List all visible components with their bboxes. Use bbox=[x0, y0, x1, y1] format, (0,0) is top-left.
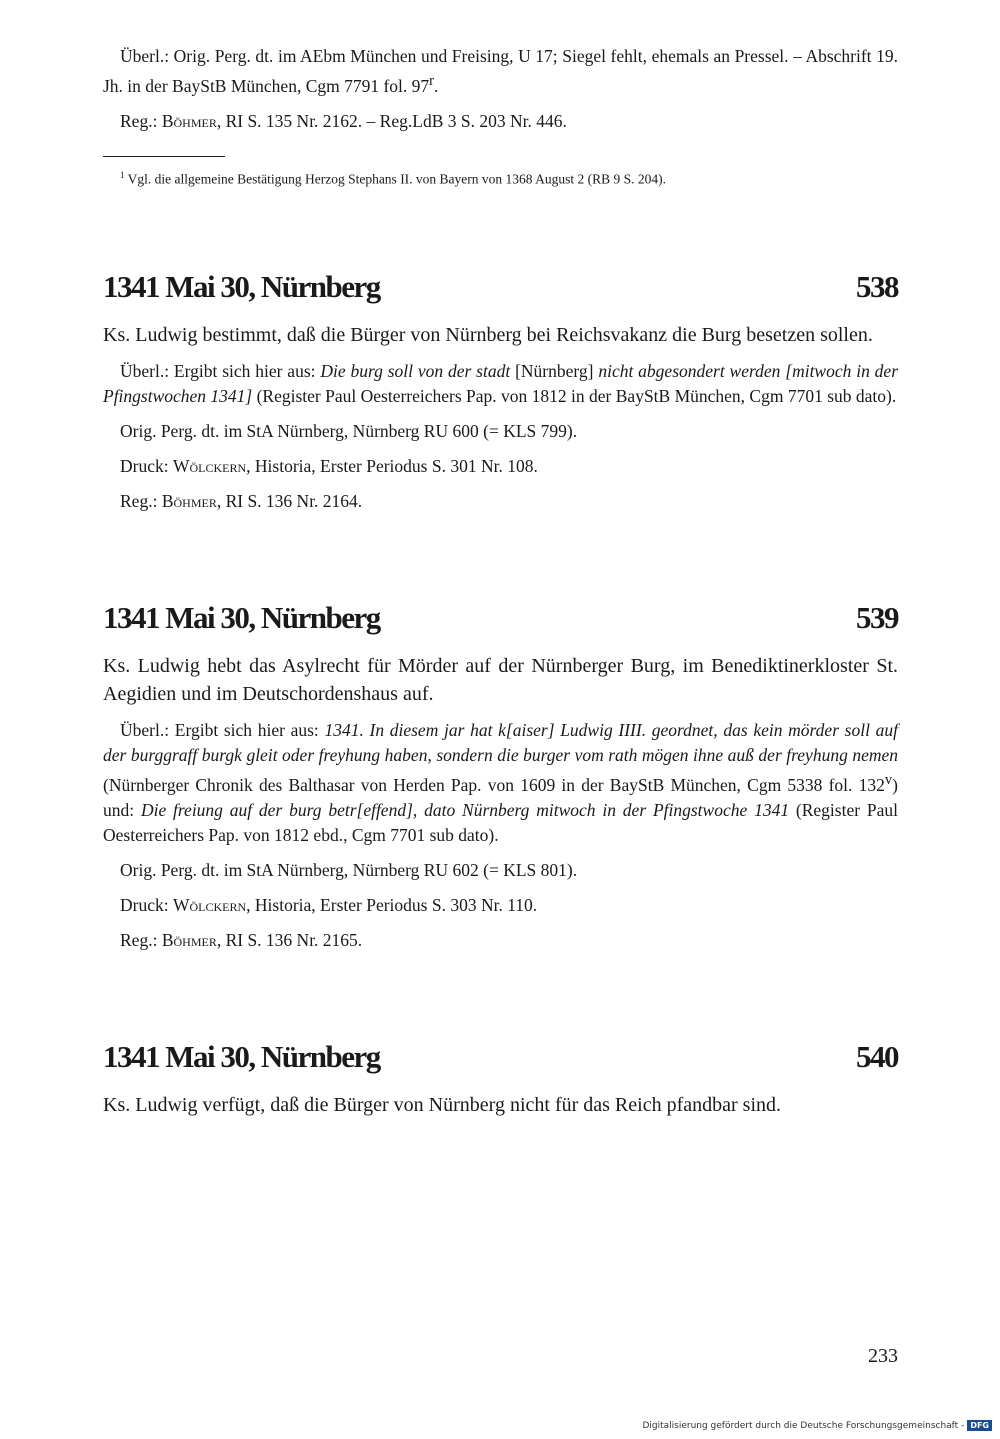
entry-number: 539 bbox=[856, 600, 898, 636]
entry-summary: Ks. Ludwig hebt das Asylrecht für Mörder auf der Nürnberger Burg, im Benediktinerkloster St. Aegidien und im Deutschordenshaus auf. bbox=[103, 655, 898, 706]
entry-orig: Orig. Perg. dt. im StA Nürnberg, Nürnberg RU 600 (= KLS 799). bbox=[120, 421, 578, 442]
page-number: 233 bbox=[868, 1345, 898, 1367]
entry-heading bbox=[103, 1037, 898, 1077]
entry-date: 1341 Mai 30, Nürnberg bbox=[103, 600, 380, 636]
dfg-logo-icon: DFG bbox=[967, 1420, 992, 1431]
page-body bbox=[103, 44, 898, 1129]
entry-heading bbox=[103, 598, 898, 638]
entry-date: 1341 Mai 30, Nürnberg bbox=[103, 269, 380, 305]
entry-summary: Ks. Ludwig bestimmt, daß die Bürger von Nürnberg bei Reichsvakanz die Burg besetzen sollen. bbox=[103, 324, 873, 347]
entry-reg: Reg.: Böhmer, RI S. 136 Nr. 2165. bbox=[120, 930, 363, 951]
entry-summary: Ks. Ludwig verfügt, daß die Bürger von Nürnberg nicht für das Reich pfandbar sind. bbox=[103, 1094, 781, 1117]
footnote-separator bbox=[103, 156, 225, 157]
top-reg-note: Reg.: Böhmer, RI S. 135 Nr. 2162. – Reg.LdB 3 S. 203 Nr. 446. bbox=[120, 110, 567, 131]
credit-text: Digitalisierung gefördert durch die Deutsche Forschungsgemeinschaft - bbox=[642, 1420, 965, 1431]
digitization-credit bbox=[642, 1420, 992, 1431]
entry-539 bbox=[103, 598, 898, 953]
entry-number: 538 bbox=[856, 269, 898, 305]
entry-druck: Druck: Wölckern, Historia, Erster Periodus S. 301 Nr. 108. bbox=[120, 456, 538, 477]
entry-orig: Orig. Perg. dt. im StA Nürnberg, Nürnberg RU 602 (= KLS 801). bbox=[120, 860, 578, 881]
entry-ueberl: Überl.: Ergibt sich hier aus: Die burg soll von der stadt [Nürnberg] nicht abgesondert werden [mitwoch in der Pfingstwochen 1341] (Register Paul Oesterreichers Pap. von 1812 in der BayStB München, Cgm 7701 sub dato). bbox=[103, 361, 899, 407]
entry-date: 1341 Mai 30, Nürnberg bbox=[103, 1039, 380, 1075]
entry-heading bbox=[103, 267, 898, 307]
top-ueberl-note: Überl.: Orig. Perg. dt. im AEbm München und Freising, U 17; Siegel fehlt, ehemals an Pressel. – Abschrift 19. Jh. in der BayStB München, Cgm 7791 fol. 97$^r$. bbox=[103, 46, 898, 96]
entry-druck: Druck: Wölckern, Historia, Erster Periodus S. 303 Nr. 110. bbox=[120, 895, 538, 916]
entry-540 bbox=[103, 1037, 898, 1119]
entry-538 bbox=[103, 267, 898, 514]
footnote: $^1$ Vgl. die allgemeine Bestätigung Herzog Stephans II. von Bayern von 1368 August 2 (RB 9 S. 204). bbox=[120, 169, 667, 187]
entry-reg: Reg.: Böhmer, RI S. 136 Nr. 2164. bbox=[120, 491, 363, 512]
entry-ueberl: Überl.: Ergibt sich hier aus: 1341. In diesem jar hat k[aiser] Ludwig IIII. geordnet, das kein mörder soll auf der burggraff burgk gleit oder freyhung haben, sondern die burger vom rath mögen ihne auß der freyhung nemen (Nürnberger Chronik des Balthasar von Herden Pap. von 1609 in der BayStB München, Cgm 5338 fol. 132$^v$) und: Die freiung auf der burg betr[effend], dato Nürnberg mitwoch in der Pfingstwoche 1341 (Register Paul Oesterreichers Pap. von 1812 ebd., Cgm 7701 sub dato). bbox=[103, 720, 899, 846]
entry-number: 540 bbox=[856, 1039, 898, 1075]
